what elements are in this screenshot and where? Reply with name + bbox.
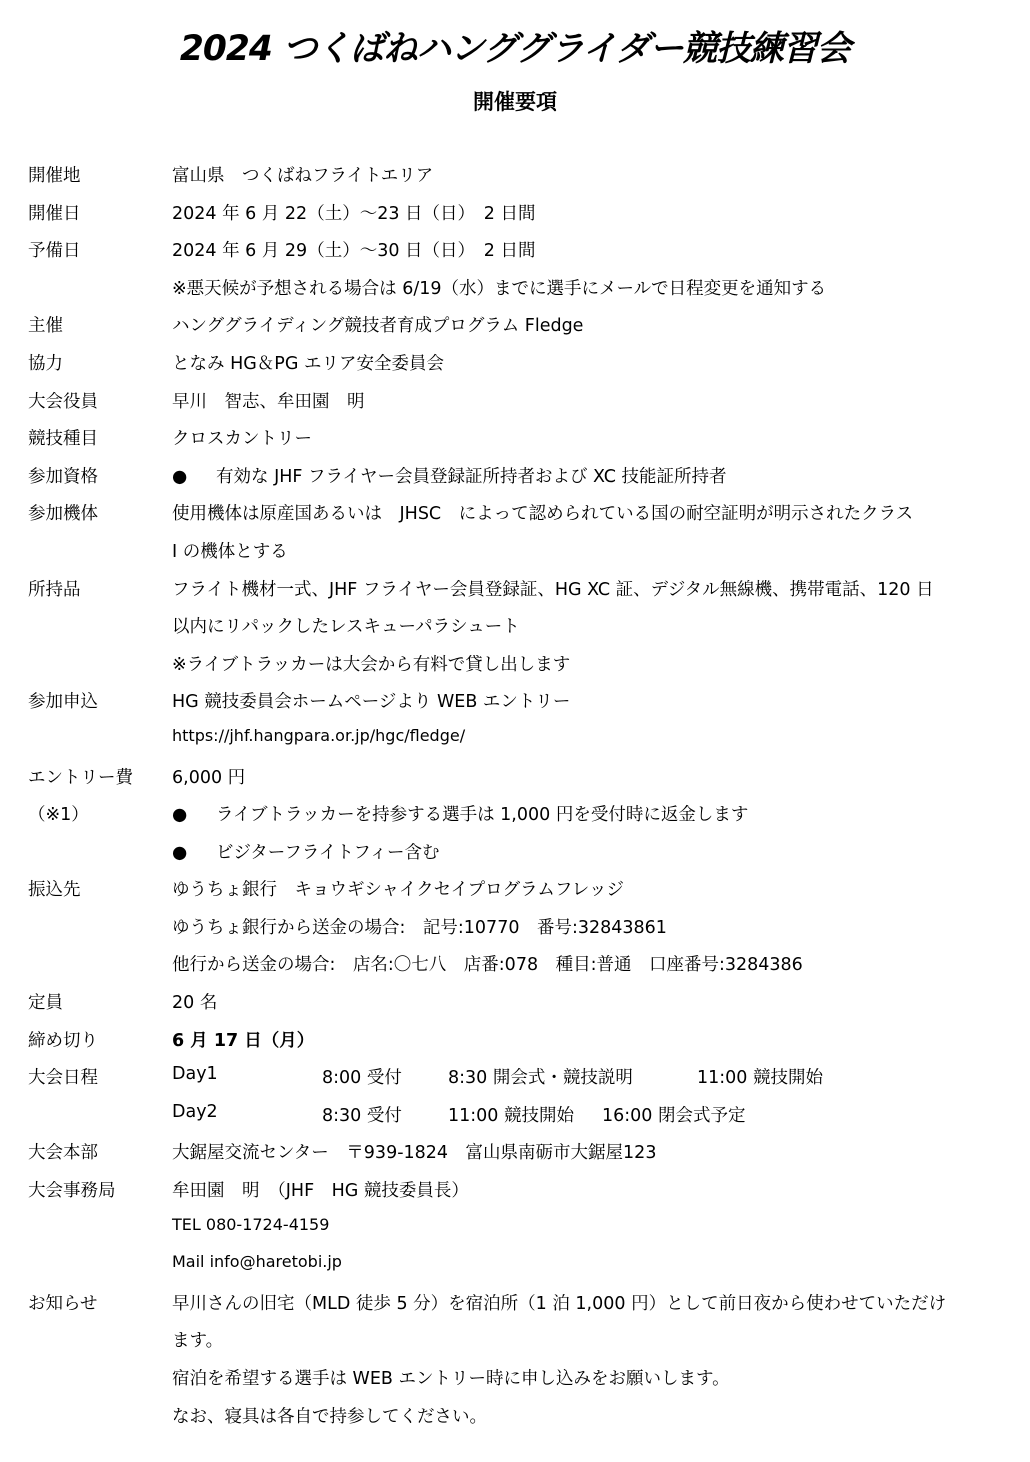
refund-note: ライブトラッカーを持参する選手は 1,000 円を受付時に返金します <box>216 805 749 826</box>
office-phone: TEL 080-1724-4159 <box>172 1214 330 1234</box>
row-label: 予備日 <box>28 241 81 262</box>
row-value: となみ HG＆PG エリア安全委員会 <box>172 353 444 374</box>
row-value: 2024 年 6 月 29（土）～30 日（日） 2 日間 <box>172 241 536 262</box>
row-value: 早川さんの旧宅（MLD 徒歩 5 分）を宿泊所（1 泊 1,000 円）として前日夜から使わせていただけ <box>172 1293 947 1314</box>
row-label: 主催 <box>28 316 63 337</box>
row-value <box>172 801 748 826</box>
row-notice <box>0 1284 1030 1322</box>
row-label: 大会日程 <box>28 1068 98 1089</box>
row-value: ハンググライディング競技者育成プログラム Fledge <box>172 316 584 337</box>
row-label: お知らせ <box>28 1293 98 1314</box>
schedule-time: 8:30 受付 <box>322 1105 402 1126</box>
schedule-time: 8:00 受付 <box>322 1068 402 1089</box>
row-office-tel <box>0 1209 1030 1247</box>
info-table <box>0 156 1030 1434</box>
row-value: 使用機体は原産国あるいは JHSC によって認められている国の耐空証明が明示されたクラス <box>172 504 914 525</box>
row-bank-yucho <box>0 908 1030 946</box>
row-label: 振込先 <box>28 880 81 901</box>
row-value: 2024 年 6 月 22（土）～23 日（日） 2 日間 <box>172 203 536 224</box>
row-value: 富山県 つくばねフライトエリア <box>172 166 434 186</box>
row-eligibility <box>0 457 1030 495</box>
row-value: 大鋸屋交流センター 〒939-1824 富山県南砺市大鋸屋123 <box>172 1143 657 1164</box>
eligibility-text: 有効な JHF フライヤー会員登録証所持者および XC 技能証所持者 <box>216 466 727 487</box>
bank-yucho-account: ゆうちょ銀行から送金の場合: 記号:10770 番号:32843861 <box>172 917 667 938</box>
row-label: 参加申込 <box>28 692 98 713</box>
schedule-time: 16:00 閉会式予定 <box>602 1105 746 1126</box>
row-label: 大会本部 <box>28 1143 98 1164</box>
row-value: HG 競技委員会ホームページより WEB エントリー <box>172 692 571 713</box>
row-office <box>0 1171 1030 1209</box>
schedule-time: 11:00 競技開始 <box>697 1068 823 1089</box>
row-notice-line3 <box>0 1359 1030 1397</box>
row-support <box>0 344 1030 382</box>
bullet-icon: ● <box>172 842 188 863</box>
document-subtitle: 開催要項 <box>473 90 557 114</box>
visitor-fee-note: ビジターフライトフィー含む <box>216 842 440 863</box>
row-value: 20 名 <box>172 993 218 1014</box>
row-glider <box>0 494 1030 532</box>
row-label: 開催地 <box>28 166 81 186</box>
row-value-cont: ます。 <box>172 1331 224 1352</box>
row-value: 6,000 円 <box>172 767 246 788</box>
row-label: 参加資格 <box>28 466 98 487</box>
row-office-mail <box>0 1246 1030 1284</box>
row-discipline <box>0 419 1030 457</box>
row-equipment <box>0 570 1030 608</box>
row-equipment-cont <box>0 607 1030 645</box>
bullet-icon: ● <box>172 805 188 826</box>
row-dates <box>0 194 1030 232</box>
row-application <box>0 682 1030 720</box>
row-value <box>172 463 727 488</box>
lodging-request-note: 宿泊を希望する選手は WEB エントリー時に申し込みをお願いします。 <box>172 1369 730 1389</box>
row-bank <box>0 870 1030 908</box>
weather-note: ※悪天候が予想される場合は 6/19（水）までに選手にメールで日程変更を通知する <box>172 278 827 299</box>
row-value-cont: 以内にリパックしたレスキューパラシュート <box>172 617 520 638</box>
entry-url-link[interactable]: https://jhf.hangpara.or.jp/hgc/fledge/ <box>172 725 466 745</box>
deadline-value: 6 月 17 日（月） <box>172 1030 315 1051</box>
row-label: 定員 <box>28 993 63 1014</box>
row-reserve <box>0 231 1030 269</box>
row-fee <box>0 758 1030 796</box>
row-value: ゆうちょ銀行 キョウギシャイクセイプログラムフレッジ <box>172 880 625 901</box>
bullet-icon: ● <box>172 466 188 487</box>
footnote-label: （※1） <box>28 805 89 826</box>
row-schedule-day2 <box>0 1096 1030 1134</box>
row-deadline <box>0 1021 1030 1059</box>
schedule-time: 8:30 開会式・競技説明 <box>448 1068 633 1089</box>
row-value: 牟田園 明 （JHF HG 競技委員長） <box>172 1181 469 1202</box>
row-label: 開催日 <box>28 203 81 224</box>
document-title: 2024 つくばねハンググライダー競技練習会 <box>179 29 851 69</box>
row-schedule-day1 <box>0 1058 1030 1096</box>
row-fee-note2 <box>0 833 1030 871</box>
row-notice-cont <box>0 1321 1030 1359</box>
row-label: 参加機体 <box>28 504 98 525</box>
bedding-note: なお、寝具は各自で持参してください。 <box>172 1406 487 1427</box>
row-hq <box>0 1133 1030 1171</box>
row-label: 大会役員 <box>28 391 98 412</box>
row-label: 協力 <box>28 353 63 374</box>
row-label: 大会事務局 <box>28 1181 116 1202</box>
row-equipment-note <box>0 645 1030 683</box>
row-capacity <box>0 983 1030 1021</box>
row-value-cont: Ⅰ の機体とする <box>172 541 288 562</box>
row-fee-note1 <box>0 795 1030 833</box>
tracker-note: ※ライブトラッカーは大会から有料で貸し出します <box>172 654 571 675</box>
office-email-link[interactable]: Mail info@haretobi.jp <box>172 1252 342 1272</box>
row-label: 締め切り <box>28 1030 98 1051</box>
schedule-day: Day2 <box>172 1101 218 1122</box>
row-value: クロスカントリー <box>172 429 312 450</box>
schedule-day: Day1 <box>172 1064 218 1085</box>
row-officials <box>0 382 1030 420</box>
row-value: 早川 智志、牟田園 明 <box>172 391 365 412</box>
row-reserve-note <box>0 269 1030 307</box>
bank-other-account: 他行から送金の場合: 店名:〇七八 店番:078 種目:普通 口座番号:3284386 <box>172 955 803 976</box>
row-application-url <box>0 720 1030 758</box>
row-value: フライト機材一式、JHF フライヤー会員登録証、HG XC 証、デジタル無線機、携帯電話、120 日 <box>172 579 934 600</box>
row-label: 競技種目 <box>28 429 98 450</box>
row-label: エントリー費 <box>28 767 133 788</box>
row-bank-other <box>0 945 1030 983</box>
row-glider-cont <box>0 532 1030 570</box>
row-notice-line4 <box>0 1397 1030 1435</box>
row-venue <box>0 156 1030 194</box>
row-value <box>172 839 439 864</box>
schedule-time: 11:00 競技開始 <box>448 1105 574 1126</box>
row-host <box>0 306 1030 344</box>
row-label: 所持品 <box>28 579 81 600</box>
